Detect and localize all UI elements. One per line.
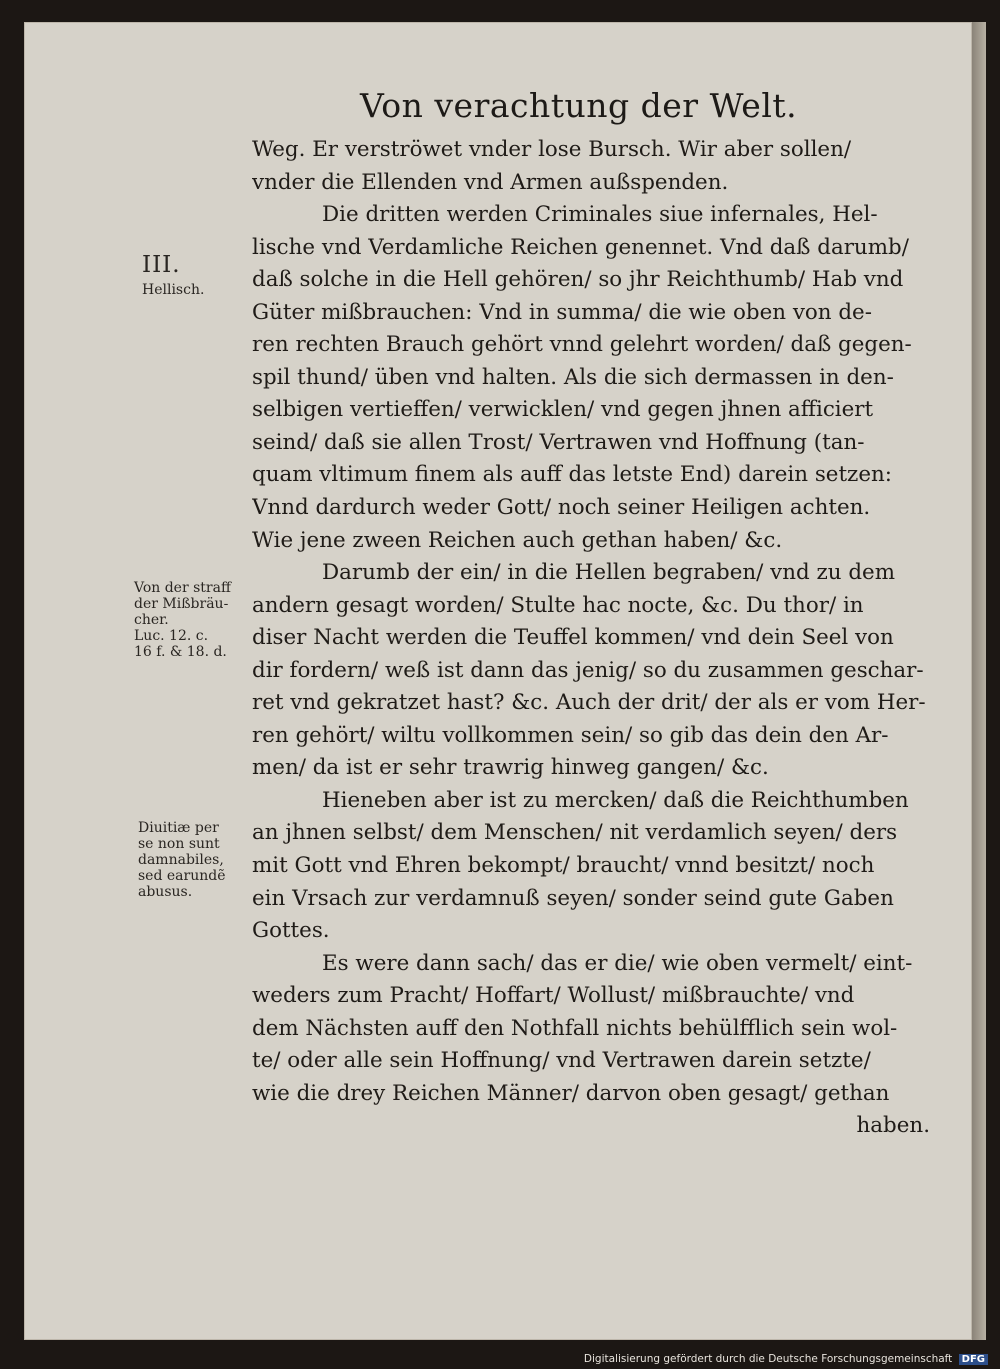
text-line: Darumb der ein/ in die Hellen begraben/ vnd zu dem xyxy=(322,560,895,586)
text-line: seind/ daß sie allen Trost/ Vertrawen vnd Hoffnung (tan- xyxy=(252,429,865,455)
text-line: Vnnd dardurch weder Gott/ noch seiner Heiligen achten. xyxy=(252,495,871,521)
text-line: mit Gott vnd Ehren bekompt/ braucht/ vnnd besitzt/ noch xyxy=(252,853,875,879)
text-line: te/ oder alle sein Hoffnung/ vnd Vertrawen darein setzte/ xyxy=(252,1048,871,1074)
running-head: Von verachtung der Welt. xyxy=(360,86,798,125)
margin-note-line: 16 f. & 18. d. xyxy=(134,644,227,660)
text-line: ren gehört/ wiltu vollkommen sein/ so gib das dein den Ar- xyxy=(252,722,889,748)
text-line: an jhnen selbst/ dem Menschen/ nit verdamlich seyen/ ders xyxy=(252,820,898,846)
text-line: ret vnd gekratzet hast? &c. Auch der drit/ der als er vom Her- xyxy=(252,690,926,716)
text-line: dir fordern/ weß ist dann das jenig/ so du zusammen geschar- xyxy=(252,657,924,683)
text-line: vnder die Ellenden vnd Armen außspenden. xyxy=(252,169,729,195)
margin-note-straff xyxy=(134,580,231,660)
margin-note-line: damnabiles, xyxy=(138,852,224,868)
margin-note-line: Luc. 12. c. xyxy=(134,628,209,644)
text-line: Es were dann sach/ das er die/ wie oben vermelt/ eint- xyxy=(322,950,913,976)
text-line: selbigen vertieffen/ verwicklen/ vnd gegen jhnen afficiert xyxy=(252,397,874,423)
text-line: Gottes. xyxy=(252,918,330,944)
text-line: weders zum Pracht/ Hoffart/ Wollust/ mißbrauchte/ vnd xyxy=(252,983,855,1009)
credit-text: Digitalisierung gefördert durch die Deutsche Forschungsgemeinschaft xyxy=(583,1353,953,1365)
text-line: ein Vrsach zur verdamnuß seyen/ sonder seind gute Gaben xyxy=(252,885,894,911)
margin-roman-numeral: III. xyxy=(142,252,181,278)
margin-note-hellisch: Hellisch. xyxy=(142,282,205,298)
page-edge xyxy=(972,22,986,1340)
margin-note-line: cher. xyxy=(134,612,169,628)
text-line: Güter mißbrauchen: Vnd in summa/ die wie oben von de- xyxy=(252,299,872,325)
digitization-credit xyxy=(584,1353,988,1365)
text-line: Weg. Er verströwet vnder lose Bursch. Wir aber sollen/ xyxy=(252,137,852,162)
body-text xyxy=(252,134,930,1143)
text-line: lische vnd Verdamliche Reichen genennet. Vnd daß darumb/ xyxy=(252,234,909,260)
margin-note-line: abusus. xyxy=(138,884,193,900)
text-line: Die dritten werden Criminales siue infernales, Hel- xyxy=(322,202,878,228)
margin-note-line: se non sunt xyxy=(138,836,220,852)
dfg-logo: DFG xyxy=(959,1354,988,1365)
margin-note-diuitiae xyxy=(138,820,226,900)
text-line: wie die drey Reichen Männer/ darvon oben gesagt/ gethan xyxy=(252,1080,890,1106)
margin-note-line: Von der straff xyxy=(134,580,231,596)
text-line: spil thund/ üben vnd halten. Als die sich dermassen in den- xyxy=(252,364,894,390)
margin-note-line: Diuitiæ per xyxy=(138,820,219,836)
text-line: diser Nacht werden die Teuffel kommen/ vnd dein Seel von xyxy=(252,625,894,651)
text-line: dem Nächsten auff den Nothfall nichts behülfflich sein wol- xyxy=(252,1015,898,1041)
margin-note-line: der Mißbräu- xyxy=(134,596,229,612)
text-line: andern gesagt worden/ Stulte hac nocte, &c. Du thor/ in xyxy=(252,592,864,618)
margin-note-line: sed earundẽ xyxy=(138,868,226,884)
text-line: Wie jene zween Reichen auch gethan haben/ &c. xyxy=(252,527,783,553)
text-line: daß solche in die Hell gehören/ so jhr Reichthumb/ Hab vnd xyxy=(252,267,904,293)
text-line: Hieneben aber ist zu mercken/ daß die Reichthumben xyxy=(322,787,909,813)
text-line: haben. xyxy=(856,1113,930,1139)
text-line: ren rechten Brauch gehört vnnd gelehrt worden/ daß gegen- xyxy=(252,332,912,358)
text-line: quam vltimum finem als auff das letste End) darein setzen: xyxy=(252,462,892,488)
text-line: men/ da ist er sehr trawrig hinweg gangen/ &c. xyxy=(252,755,769,781)
